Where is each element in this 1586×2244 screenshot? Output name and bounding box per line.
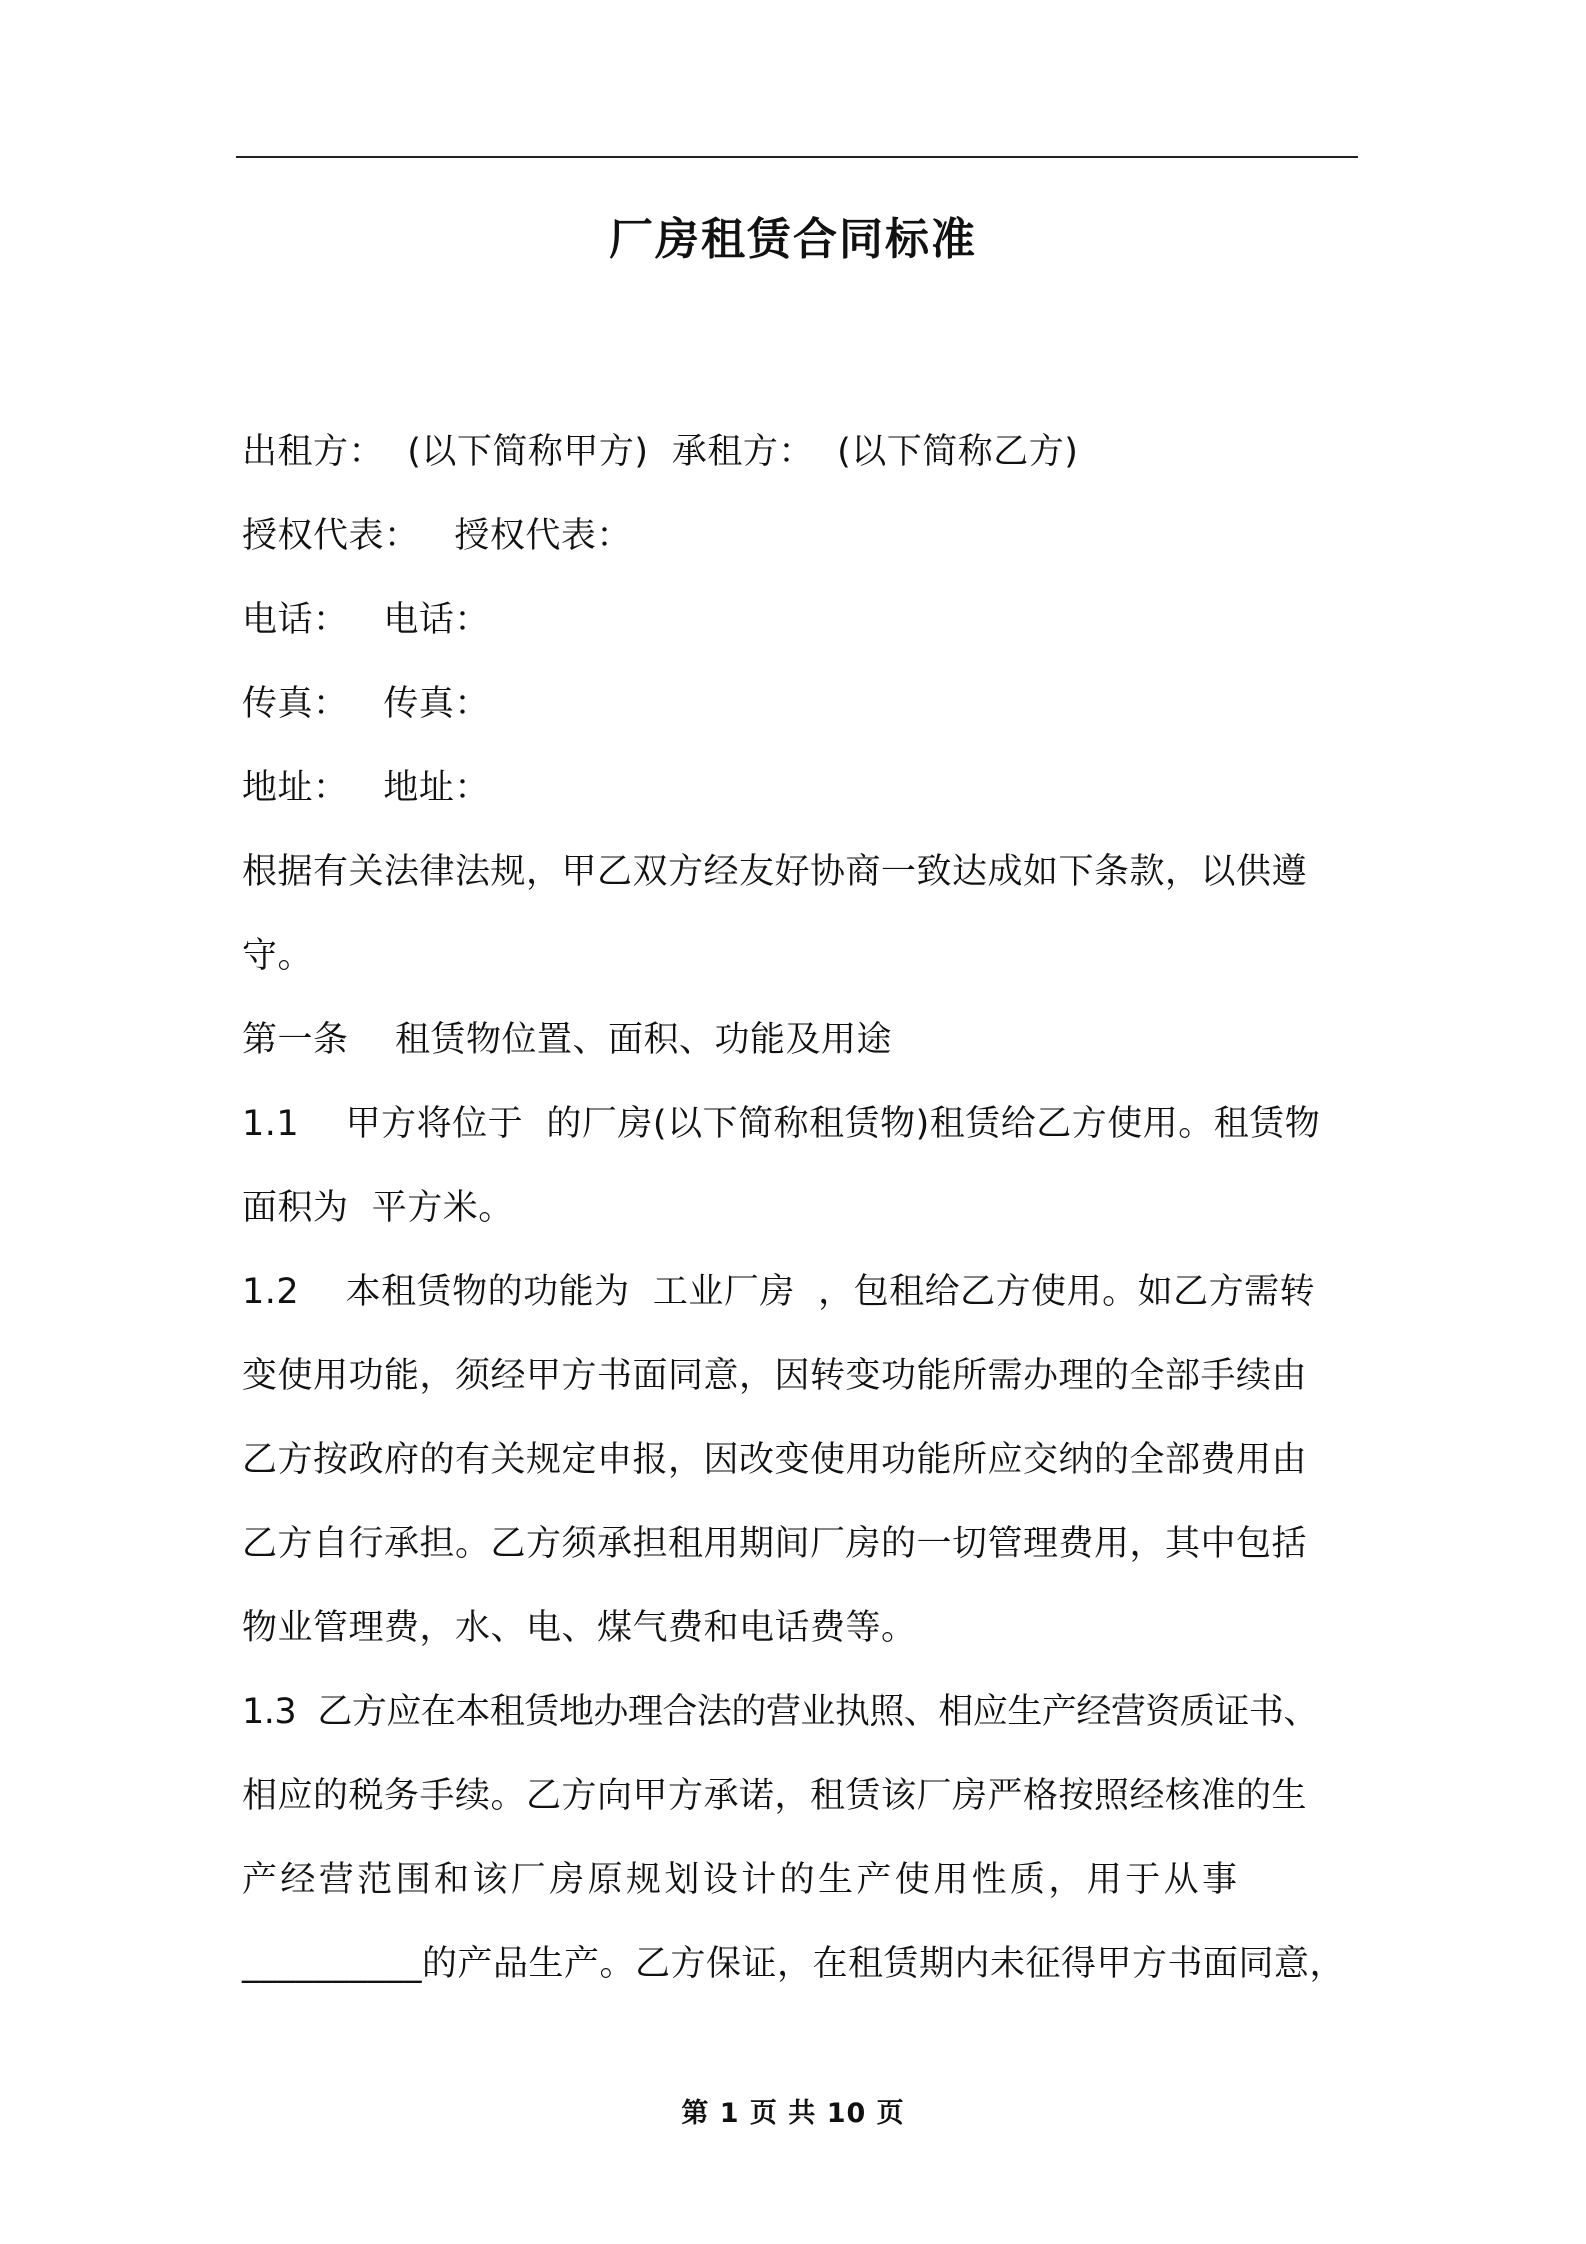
document-body xyxy=(242,410,1362,2006)
body-line: 守。 xyxy=(242,936,314,976)
line-address: 地址： 地址： xyxy=(242,768,490,808)
clause-line: __________的产品生产。乙方保证，在租赁期内未征得甲方书面同意， xyxy=(242,1944,1346,1984)
clause-line: 1.3 乙方应在本租赁地办理合法的营业执照、相应生产经营资质证书、 xyxy=(242,1692,1318,1732)
clause-line: 物业管理费，水、电、煤气费和电话费等。 xyxy=(242,1608,917,1648)
clause-line: 相应的税务手续。乙方向甲方承诺，租赁该厂房严格按照经核准的生 xyxy=(242,1776,1308,1816)
clause-line: 产经营范围和该厂房原规划设计的生产使用性质，用于从事 xyxy=(242,1860,1241,1900)
header-rule xyxy=(236,156,1358,158)
line-authorized-rep: 授权代表： 授权代表： xyxy=(242,516,632,556)
line-lessor-lessee: 出租方： (以下简称甲方) 承租方： (以下简称乙方) xyxy=(242,432,1079,472)
clause-line: 面积为 平方米。 xyxy=(242,1188,514,1228)
clause-line: 1.2 本租赁物的功能为 工业厂房 ，包租给乙方使用。如乙方需转 xyxy=(242,1272,1316,1312)
article-heading: 第一条 租赁物位置、面积、功能及用途 xyxy=(242,1020,893,1060)
document-title: 厂房租赁合同标准 xyxy=(609,214,977,265)
line-phone: 电话： 电话： xyxy=(242,600,490,640)
clause-line: 乙方按政府的有关规定申报，因改变使用功能所应交纳的全部费用由 xyxy=(242,1440,1308,1480)
clause-line: 变使用功能，须经甲方书面同意，因转变功能所需办理的全部手续由 xyxy=(242,1356,1308,1396)
body-line: 根据有关法律法规，甲乙双方经友好协商一致达成如下条款，以供遵 xyxy=(242,852,1308,892)
clause-line: 乙方自行承担。乙方须承担租用期间厂房的一切管理费用，其中包括 xyxy=(242,1524,1308,1564)
line-fax: 传真： 传真： xyxy=(242,684,490,724)
clause-line: 1.1 甲方将位于 的厂房(以下简称租赁物)租赁给乙方使用。租赁物 xyxy=(242,1104,1321,1144)
page-number: 第 1 页 共 10 页 xyxy=(681,2098,905,2129)
